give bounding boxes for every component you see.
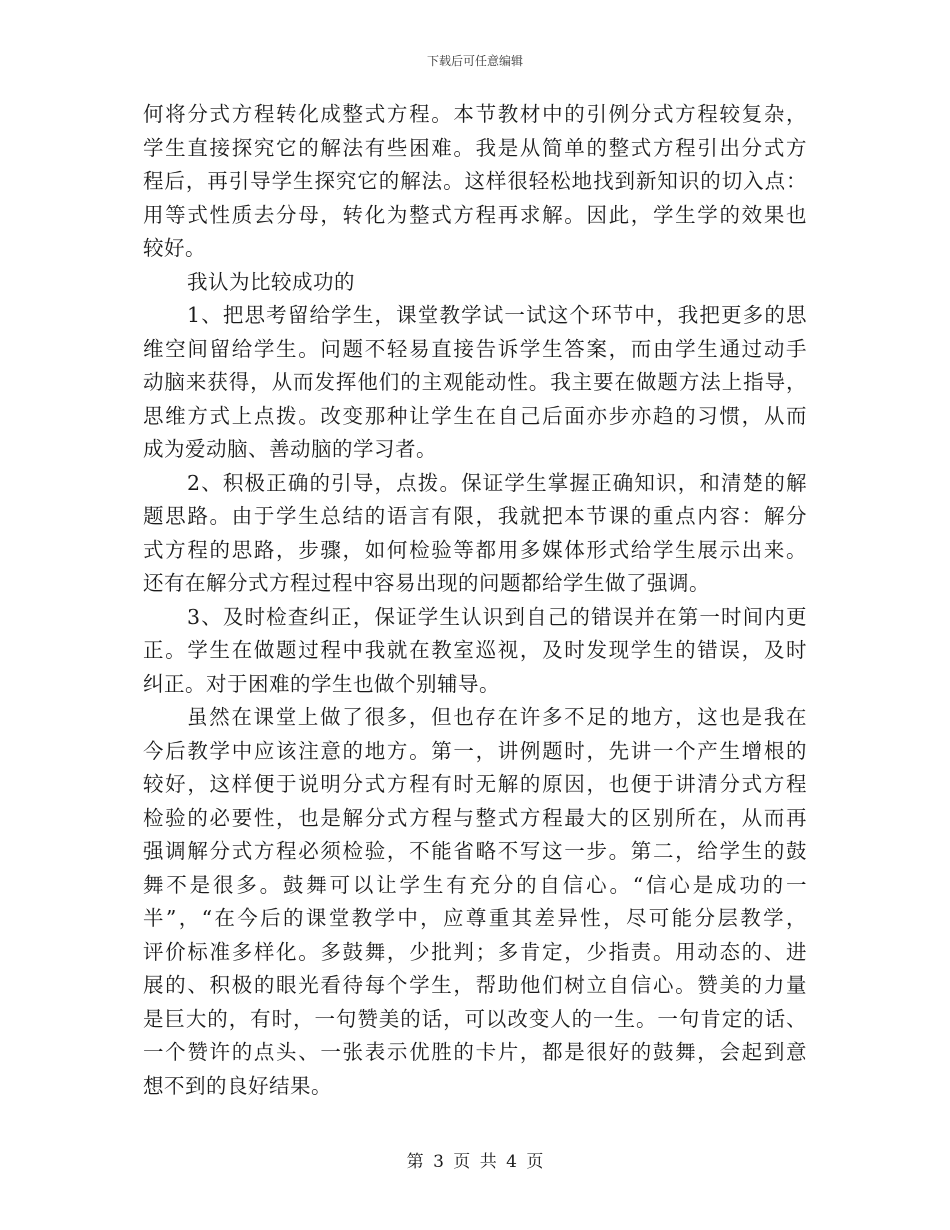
text-line: 1、把思考留给学生，课堂教学试一试这个环节中，我把更多的思 — [187, 303, 807, 327]
text-line: 还有在解分式方程过程中容易出现的问题都给学生做了强调。 — [143, 571, 710, 595]
text-line: 较好。 — [143, 236, 206, 260]
text-line: 何将分式方程转化成整式方程。本节教材中的引例分式方程较复杂， — [143, 102, 807, 126]
text-line: 强调解分式方程必须检验，不能省略不写这一步。第二，给学生的鼓 — [143, 839, 807, 863]
text-line: 半”，“在今后的课堂教学中，应尊重其差异性，尽可能分层教学， — [143, 906, 807, 930]
text-line: 正。学生在做题过程中我就在教室巡视，及时发现学生的错误，及时 — [143, 638, 807, 662]
page-number: 第 3 页 共 4 页 — [406, 1152, 544, 1172]
paragraph-heading: 我认为比较成功的 — [187, 269, 355, 294]
text-line: 是巨大的，有时，一句赞美的话，可以改变人的一生。一句肯定的话、 — [143, 1006, 807, 1031]
text-line: 式方程的思路，步骤，如何检验等都用多媒体形式给学生展示出来。 — [143, 537, 807, 562]
text-line: 用等式性质去分母，转化为整式方程再求解。因此，学生学的效果也 — [143, 202, 807, 227]
text-line: 2、积极正确的引导，点拨。保证学生掌握正确知识，和清楚的解 — [187, 470, 807, 495]
text-line: 程后，再引导学生探究它的解法。这样很轻松地找到新知识的切入点： — [143, 169, 807, 193]
text-line: 3、及时检查纠正，保证学生认识到自己的错误并在第一时间内更 — [187, 604, 807, 629]
text-line: 检验的必要性，也是解分式方程与整式方程最大的区别所在，从而再 — [143, 805, 807, 830]
text-line: 展的、积极的眼光看待每个学生，帮助他们树立自信心。赞美的力量 — [143, 973, 807, 997]
text-line: 学生直接探究它的解法有些困难。我是从简单的整式方程引出分式方 — [143, 135, 807, 160]
text-line: 维空间留给学生。问题不轻易直接告诉学生答案，而由学生通过动手 — [143, 336, 807, 361]
text-line: 舞不是很多。鼓舞可以让学生有充分的自信心。“信心是成功的一 — [143, 872, 807, 897]
text-line: 想不到的良好结果。 — [143, 1073, 332, 1098]
text-line: 较好，这样便于说明分式方程有时无解的原因，也便于讲清分式方程 — [143, 772, 807, 796]
page-header: 下载后可任意编辑 — [426, 54, 523, 68]
text-line: 成为爱动脑、善动脑的学习者。 — [143, 437, 437, 461]
text-line: 评价标准多样化。多鼓舞，少批判；多肯定，少指责。用动态的、进 — [143, 939, 807, 964]
text-line: 纠正。对于困难的学生也做个别辅导。 — [143, 671, 500, 696]
text-line: 虽然在课堂上做了很多，但也存在许多不足的地方，这也是我在 — [187, 705, 807, 729]
text-line: 今后教学中应该注意的地方。第一，讲例题时，先讲一个产生增根的 — [143, 738, 807, 763]
text-line: 题思路。由于学生总结的语言有限，我就把本节课的重点内容：解分 — [143, 504, 807, 528]
document-body — [143, 98, 807, 1103]
text-line: 思维方式上点拨。改变那种让学生在自己后面亦步亦趋的习惯，从而 — [143, 403, 807, 428]
text-line: 动脑来获得，从而发挥他们的主观能动性。我主要在做题方法上指导， — [143, 370, 807, 394]
text-line: 一个赞许的点头、一张表示优胜的卡片，都是很好的鼓舞，会起到意 — [143, 1040, 807, 1064]
